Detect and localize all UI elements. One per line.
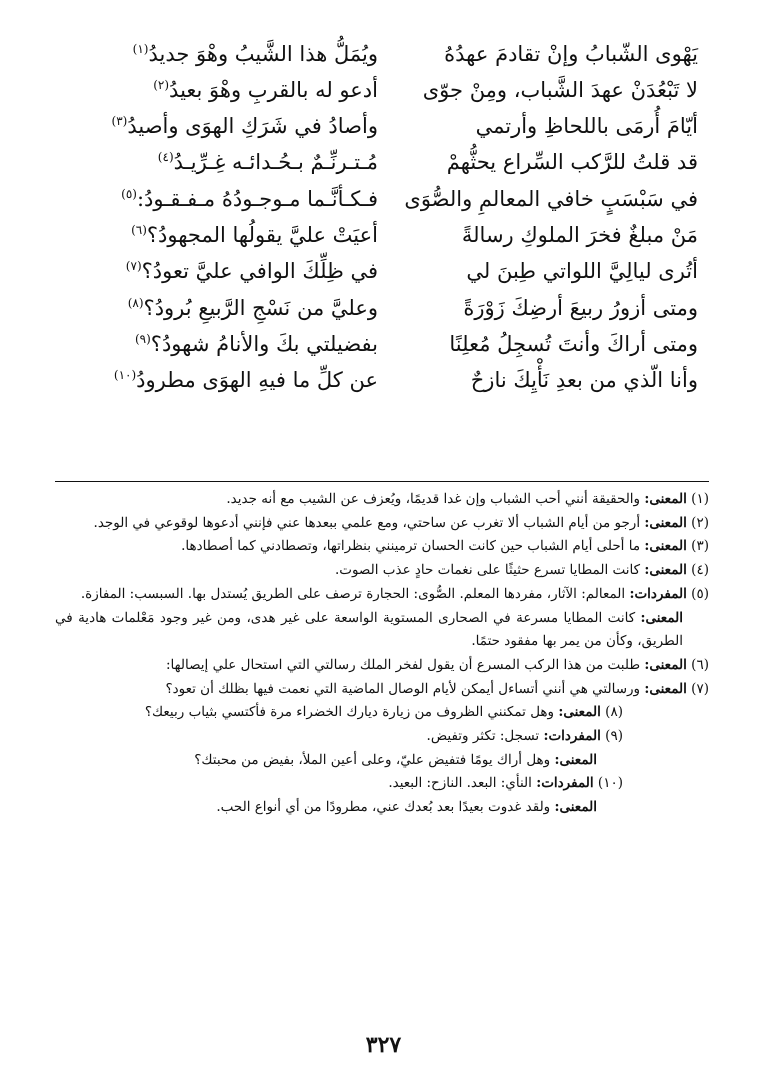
footnote-number: (٥) xyxy=(691,585,709,602)
footnote-number: (٩) xyxy=(605,728,623,745)
verse xyxy=(78,109,698,145)
verse-second-hemistich-text: أعيَتْ عليَّ يقولُها المجهودُ؟ xyxy=(146,223,378,248)
footnote-continuation xyxy=(55,749,709,773)
verse xyxy=(78,254,698,290)
footnote-marker: (٩) xyxy=(134,331,151,346)
footnote-label: المعنى: xyxy=(644,538,687,555)
verse-first-hemistich: وأنا الّذي من بعدِ نَأْيِكَ نازحٌ xyxy=(470,368,698,393)
verse xyxy=(78,36,698,72)
footnote-marker: (٣) xyxy=(111,114,128,129)
footnote-text: ولقد غدوت بعيدًا بعد بُعدك عني، مطرودًا من أي أنواع الحب. xyxy=(216,799,551,816)
footnote-text: طلبت من هذا الركب المسرع أن يقول لفخر الملك رسالتي التي استحال علي إيصالها: xyxy=(165,656,641,673)
verse-second-hemistich xyxy=(78,188,378,211)
verse xyxy=(78,363,698,399)
verse-second-hemistich-text: ويُمَلُّ هذا الشَّيبُ وهْوَ جديدُ xyxy=(148,41,378,66)
footnote-marker: (٦) xyxy=(131,223,147,238)
footnote-label: المعنى: xyxy=(644,656,687,673)
verse-second-hemistich-text: وأصادُ في شَرَكِ الهوَى وأصيدُ xyxy=(127,114,378,139)
footnote-text: ما أحلى أيام الشباب حين كانت الحسان ترمينني بنظراتها، وتصطادني كما أصطادها. xyxy=(181,538,641,555)
footnote-label: المعنى: xyxy=(644,514,687,531)
footnote-continuation xyxy=(55,607,709,654)
verse-first-hemistich: أتُرى ليالِيَّ اللواتي طِبنَ لي xyxy=(466,259,698,284)
verse-second-hemistich-text: عن كلِّ ما فيهِ الهوَى مطرودُ xyxy=(136,368,378,393)
verse xyxy=(78,326,698,362)
footnote-number: (٣) xyxy=(691,538,709,555)
footnote-label: المعنى: xyxy=(644,680,687,697)
verse-second-hemistich xyxy=(78,115,378,138)
footnote xyxy=(55,535,709,559)
footnote-marker: (٢) xyxy=(153,77,170,92)
footnote-label: المفردات: xyxy=(536,775,594,792)
footnote-divider xyxy=(55,481,709,482)
verse-second-hemistich xyxy=(78,151,378,174)
footnote-text: تسجل: تكثر وتفيض. xyxy=(426,728,540,745)
footnote-text: كانت المطايا تسرع حثيثًا على نغمات حادٍ عذب الصوت. xyxy=(334,562,641,579)
footnote xyxy=(55,701,709,725)
verse xyxy=(78,72,698,108)
footnote-label: المعنى: xyxy=(554,799,597,816)
footnote-label: المفردات: xyxy=(543,728,601,745)
footnote-continuation xyxy=(55,796,709,820)
footnote xyxy=(55,654,709,678)
footnotes xyxy=(55,488,709,820)
footnote-label: المفردات: xyxy=(629,585,687,602)
footnote-text: أرجو من أيام الشباب ألا تغرب عن ساحتي، ومع علمي ببعدها عني فإنني أدعوها لوقوعي في الوجد. xyxy=(93,514,641,531)
verse-second-hemistich xyxy=(78,297,378,320)
verse-first-hemistich: ومتى أزورُ ربيعَ أرضِكَ زَوْرَةً xyxy=(463,295,698,320)
footnote-text: وهل تمكنني الظروف من زيارة ديارك الخضراء مرة فأكتسي بثياب ربيعك؟ xyxy=(144,704,555,721)
footnote-label: المعنى: xyxy=(644,491,687,507)
verse-second-hemistich xyxy=(78,224,378,247)
footnote-label: المعنى: xyxy=(644,562,687,579)
verse-first-hemistich: ومتى أراكَ وأنتَ تُسجِلُ مُعلِنًا xyxy=(449,331,698,356)
page-number: ٣٢٧ xyxy=(365,1032,402,1058)
verse-second-hemistich xyxy=(78,260,378,283)
footnote-marker: (١٠) xyxy=(113,368,137,383)
footnote-label: المعنى: xyxy=(558,704,601,721)
verse-second-hemistich-text: مُـتـرنِّـمٌ بـحُـدائـه غِـرِّيـدُ xyxy=(173,150,378,175)
footnote-marker: (٥) xyxy=(121,186,137,201)
footnote-text: ورسالتي هي أنني أتساءل أيمكن لأيام الوصال الماضية التي نعمت فيها بظلك أن تعود؟ xyxy=(165,680,641,697)
verse xyxy=(78,181,698,217)
verse-first-hemistich: قد قلتُ للرَّكب السِّراع يحثُّهمْ xyxy=(446,150,698,175)
footnote-number: (١٠) xyxy=(597,775,623,792)
footnote-marker: (١) xyxy=(132,41,149,56)
footnote xyxy=(55,583,709,607)
footnote-marker: (٤) xyxy=(157,150,174,165)
verse-second-hemistich-text: وعليَّ من نَسْجِ الرَّبيعِ بُرودُ؟ xyxy=(143,295,378,320)
verse-second-hemistich-text: فـكـأنَّـما مـوجـودُهُ مـفـقـودُ: xyxy=(136,186,378,211)
footnote-text: النأي: البعد. النازح: البعيد. xyxy=(388,775,532,792)
verse xyxy=(78,290,698,326)
verse-second-hemistich xyxy=(78,333,378,356)
verse-first-hemistich: مَنْ مبلغٌ فخرَ الملوكِ رسالةً xyxy=(461,223,698,248)
footnote xyxy=(55,772,709,796)
verse-second-hemistich xyxy=(78,79,378,102)
verse-second-hemistich xyxy=(78,43,378,66)
footnote-number: (٨) xyxy=(605,704,623,721)
footnote xyxy=(55,725,709,749)
footnote-text: وهل أراك يومًا فتفيض عليّ، وعلى أعين الملأ، بفيض من محبتك؟ xyxy=(194,751,551,768)
footnote-number: (١) xyxy=(691,491,709,507)
verse-second-hemistich-text: أدعو له بالقربِ وهْوَ بعيدُ xyxy=(169,77,378,102)
footnote-text: المعالم: الآثار، مفردها المعلم. الصُّوى: الحجارة ترصف على الطريق يُستدل بها. السبسب: المفازة. xyxy=(80,585,626,602)
verse xyxy=(78,145,698,181)
footnote-text: كانت المطايا مسرعة في الصحارى المستوية الواسعة على غير هدى، ومن غير وجود مَعْلمات هادية في الطريق، وكأن من يمر بها مفقود حتمًا. xyxy=(55,609,683,650)
verse-first-hemistich: أيّامَ أُرمَى باللحاظِ وأرتمي xyxy=(475,114,698,139)
footnote-number: (٧) xyxy=(691,680,709,697)
verse-second-hemistich-text: بفضيلتي بكَ والأنامُ شهودُ؟ xyxy=(150,331,378,356)
footnote-label: المعنى: xyxy=(640,609,683,626)
verse xyxy=(78,217,698,253)
footnote-marker: (٨) xyxy=(127,295,144,310)
verse-first-hemistich: يَهْوى الشّبابُ وإنْ تقادمَ عهدُهُ xyxy=(444,41,698,66)
footnote xyxy=(55,559,709,583)
verse-first-hemistich: في سَبْسَبٍ خافي المعالمِ والصُّوَى xyxy=(404,186,698,211)
verse-second-hemistich-text: في ظِلِّكَ الوافي عليَّ تعودُ؟ xyxy=(141,259,378,284)
verse-first-hemistich: لا تَبْعُدَنْ عهدَ الشَّباب، ومِنْ جوّى xyxy=(422,77,698,102)
footnote xyxy=(55,512,709,536)
footnote-number: (٦) xyxy=(691,656,709,673)
footnote xyxy=(55,678,709,702)
footnote xyxy=(55,488,709,512)
verse-second-hemistich xyxy=(78,369,378,392)
footnote-number: (٤) xyxy=(691,562,709,579)
footnote-text: والحقيقة أنني أحب الشباب وإن غدا قديمًا، ويُعزف عن الشيب مع أنه جديد. xyxy=(226,491,641,507)
footnote-marker: (٧) xyxy=(125,259,142,274)
footnote-label: المعنى: xyxy=(554,751,597,768)
poem xyxy=(78,36,698,399)
footnote-number: (٢) xyxy=(691,514,709,531)
